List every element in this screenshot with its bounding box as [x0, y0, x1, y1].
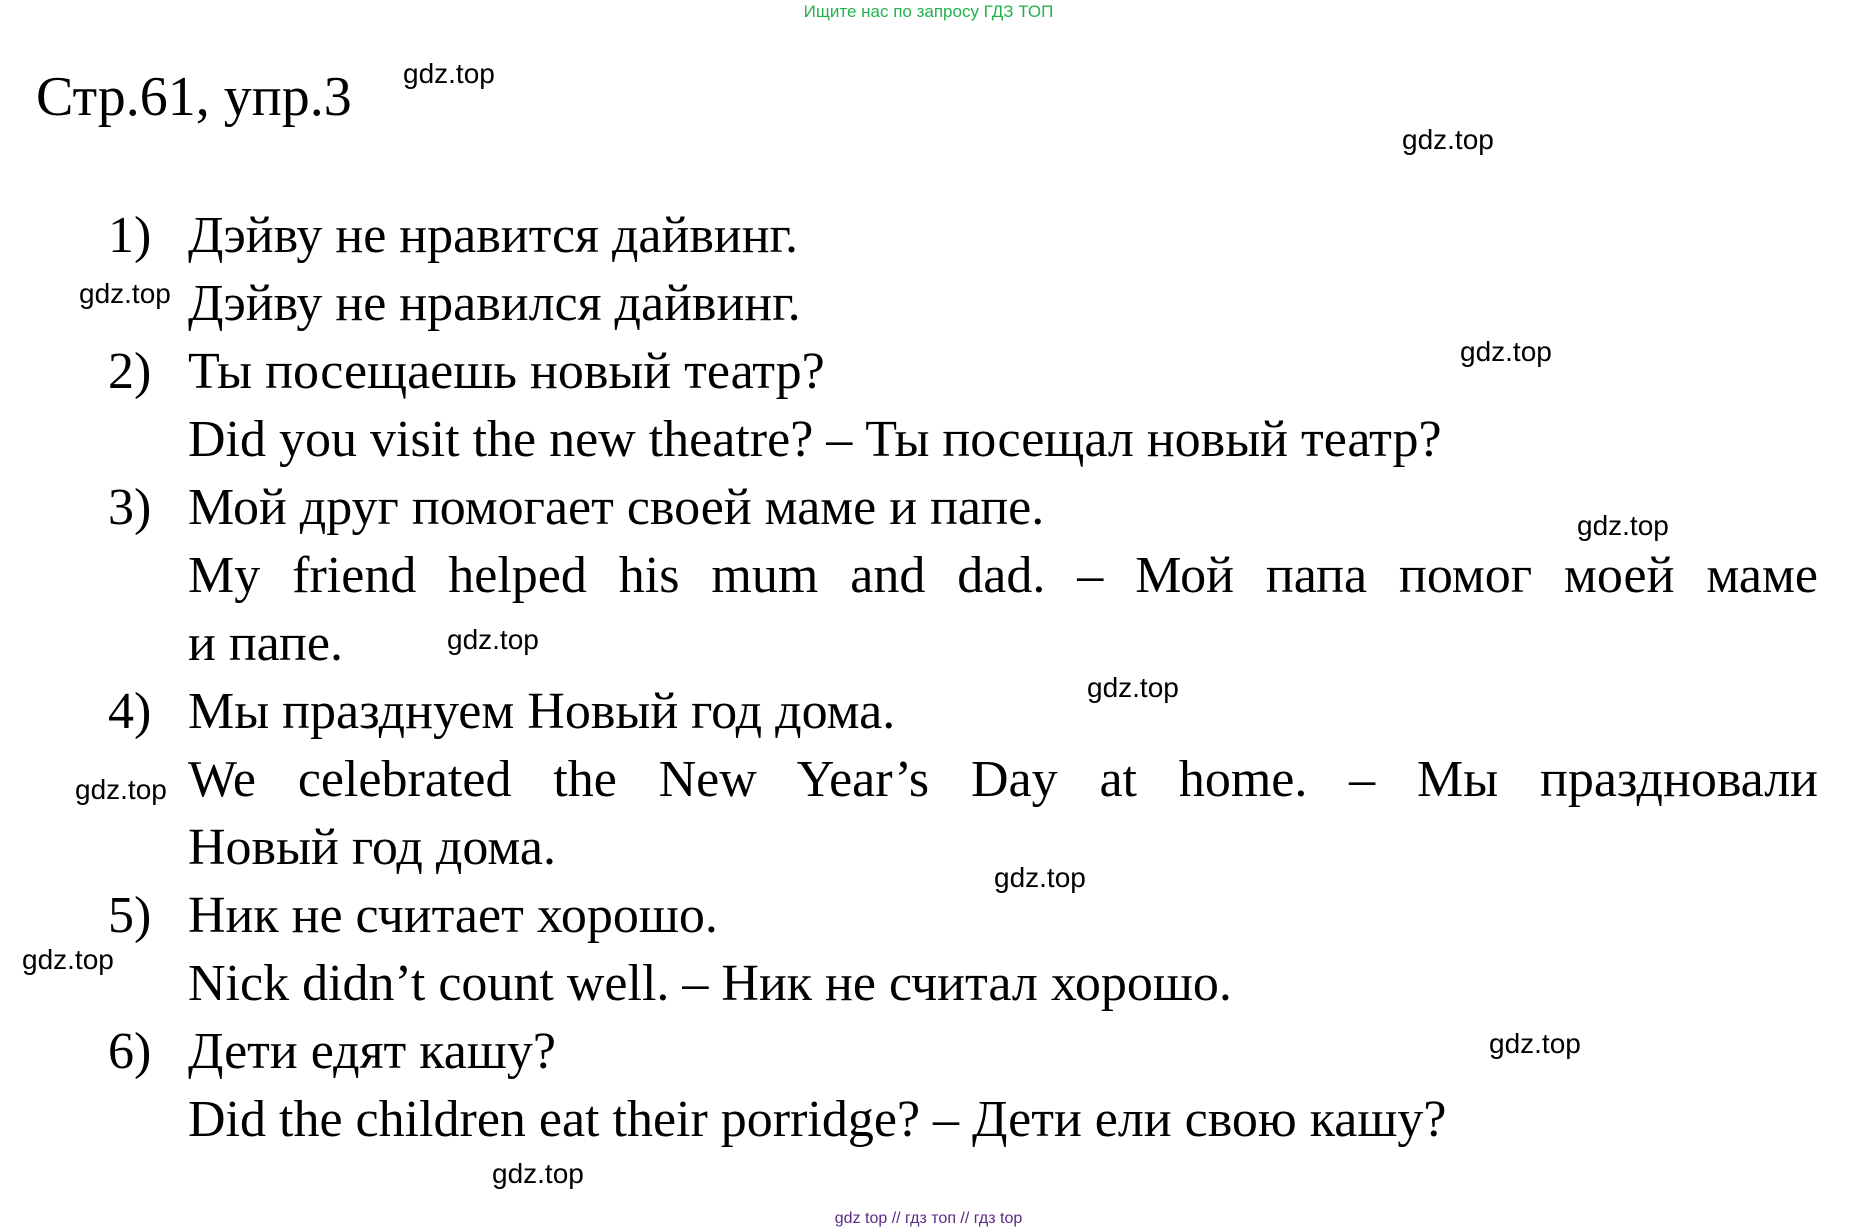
exercise-item-2 [108, 338, 1818, 474]
top-banner: Ищите нас по запросу ГДЗ ТОП [803, 2, 1054, 21]
exercise-content [108, 202, 1818, 1154]
item-number: 5) [108, 887, 152, 944]
item-line: Nick didn’t count well. – Ник не считал хорошо. [188, 955, 1232, 1012]
watermark: gdz.top [1087, 672, 1179, 703]
item-line: Дэйву не нравился дайвинг. [188, 275, 801, 332]
exercise-item-4 [108, 678, 1818, 882]
watermark: gdz.top [1402, 124, 1494, 155]
item-line: Мы празднуем Новый год дома. [188, 683, 896, 740]
item-number: 2) [108, 343, 152, 400]
watermark: gdz.top [403, 58, 495, 89]
item-line: Мой друг помогает своей маме и папе. [188, 479, 1045, 536]
exercise-item-5 [108, 882, 1818, 1018]
watermark: gdz.top [22, 944, 114, 975]
watermark: gdz.top [447, 624, 539, 655]
page-title: Стр.61, упр.3 [36, 66, 352, 128]
exercise-item-1 [108, 202, 1818, 338]
item-line: Ник не считает хорошо. [188, 887, 718, 944]
watermark: gdz.top [75, 774, 167, 805]
watermark: gdz.top [994, 862, 1086, 893]
item-line: Дети едят кашу? [188, 1023, 556, 1080]
watermark: gdz.top [492, 1158, 584, 1189]
item-number: 3) [108, 479, 152, 536]
footer-links: gdz top // гдз топ // гдз top [834, 1210, 1023, 1227]
item-number: 1) [108, 207, 152, 264]
item-line: My friend helped his mum and dad. – Мой папа помог моей маме [188, 547, 1818, 604]
item-number: 6) [108, 1023, 152, 1080]
item-line: и папе. [188, 615, 343, 672]
watermark: gdz.top [79, 278, 171, 309]
watermark: gdz.top [1460, 336, 1552, 367]
watermark: gdz.top [1489, 1028, 1581, 1059]
item-line: Дэйву не нравится дайвинг. [188, 207, 798, 264]
item-line: Did the children eat their porridge? – Дети ели свою кашу? [188, 1091, 1447, 1148]
item-line: We celebrated the New Year’s Day at home. – Мы праздновали [188, 751, 1818, 808]
item-line: Новый год дома. [188, 819, 556, 876]
item-number: 4) [108, 683, 152, 740]
exercise-item-3 [108, 474, 1818, 678]
watermark: gdz.top [1577, 510, 1669, 541]
item-line: Did you visit the new theatre? – Ты посещал новый театр? [188, 411, 1442, 468]
item-line: Ты посещаешь новый театр? [188, 343, 825, 400]
